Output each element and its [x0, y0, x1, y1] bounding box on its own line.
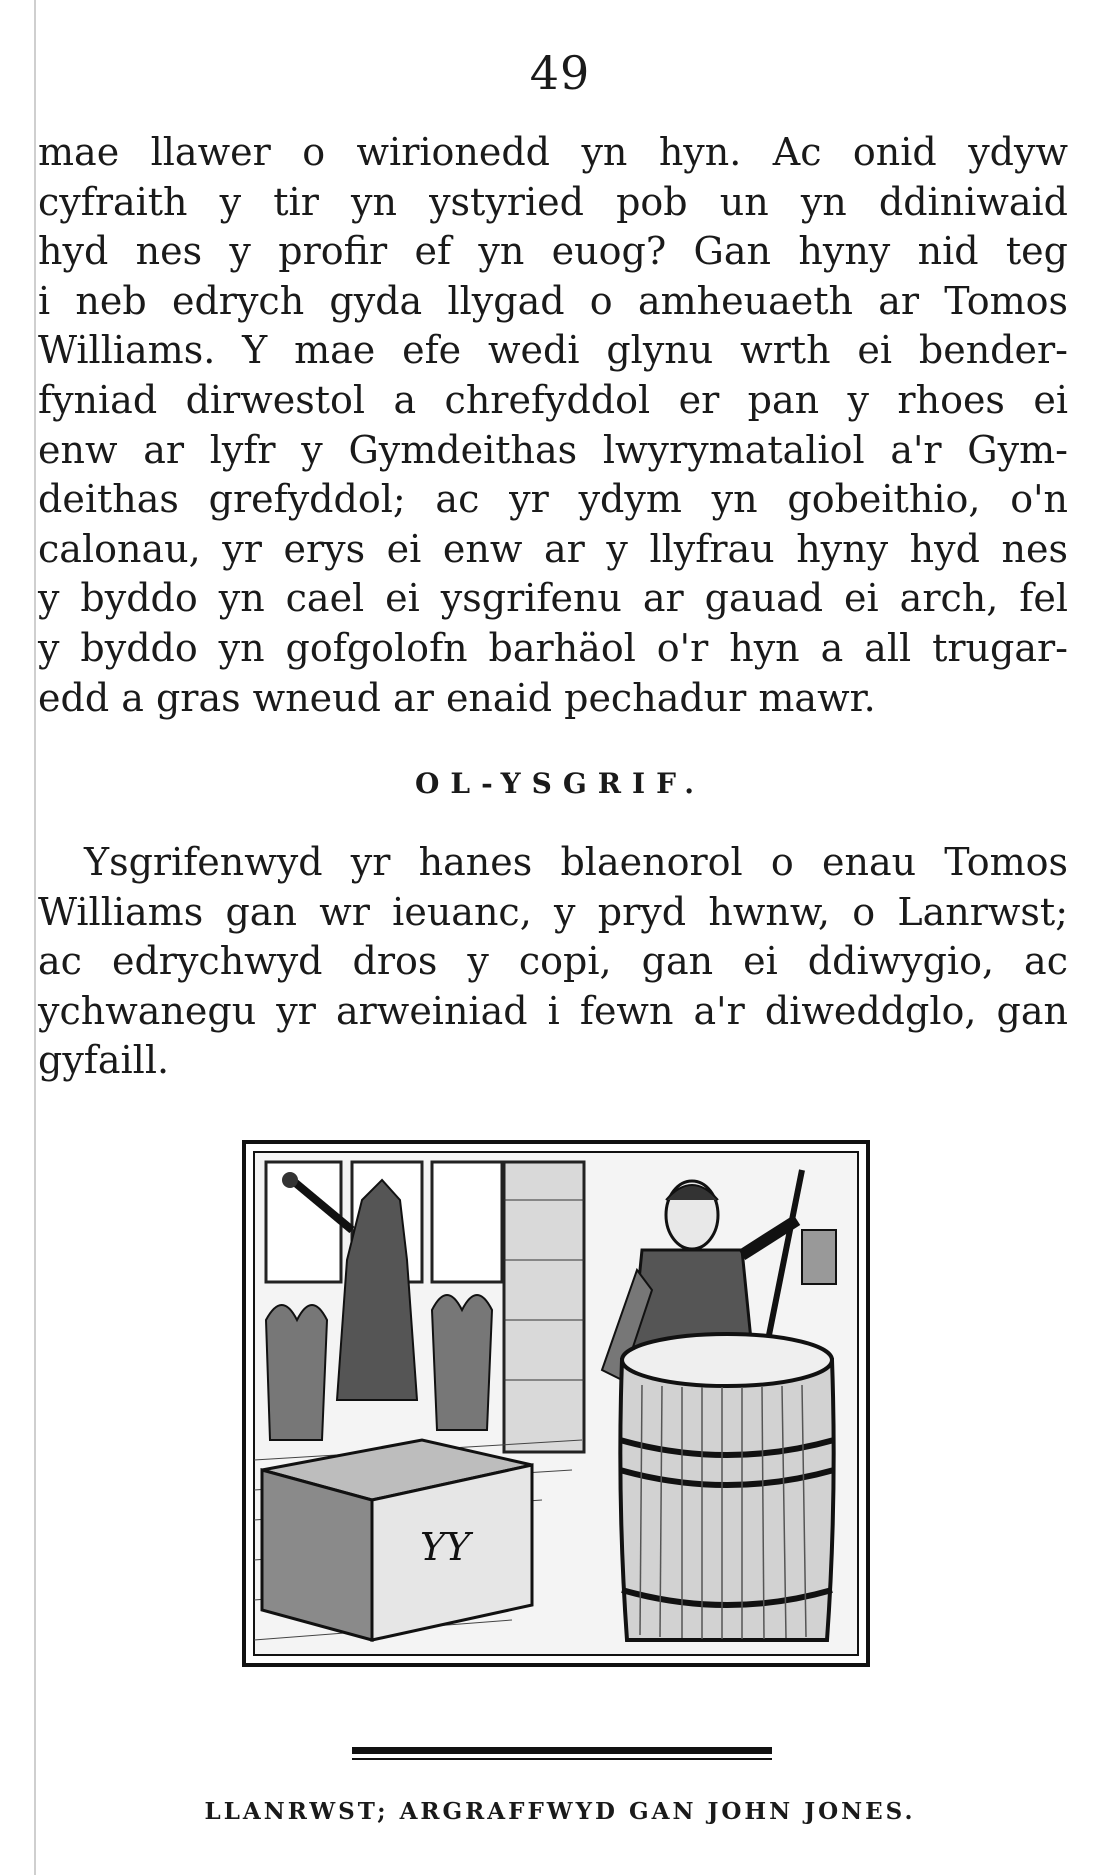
printer-imprint: LLANRWST; ARGRAFFWYD GAN JOHN JONES.	[204, 1798, 916, 1825]
text-line: ychwanegu yr arweiniad i fewn a'r diweddglo, gan	[38, 988, 1068, 1033]
text-line: i neb edrych gyda llygad o amheuaeth ar Tomos	[38, 278, 1068, 323]
page-edge	[34, 0, 36, 1875]
text-line: mae llawer o wirionedd yn hyn. Ac onid ydyw	[38, 130, 1068, 174]
text-line: edd a gras wneud ar enaid pechadur mawr.	[38, 675, 876, 720]
main-paragraph	[38, 128, 1068, 723]
text-line: enw ar lyfr y Gymdeithas lwyrymataliol a'r Gym-	[38, 427, 1068, 472]
text-line: gyfaill.	[38, 1038, 170, 1083]
text-line: ac edrychwyd dros y copi, gan ei ddiwygio, ac	[38, 939, 1068, 984]
text-line: Williams gan wr ieuanc, y pryd hwnw, o Lanrwst;	[38, 889, 1068, 934]
text-line: Ysgrifenwyd yr hanes blaenorol o enau Tomos	[84, 840, 1068, 884]
text-line: Williams. Y mae efe wedi glynu wrth ei bender-	[38, 328, 1068, 373]
text-line: fyniad dirwestol a chrefyddol er pan y rhoes ei	[38, 377, 1068, 422]
text-line: hyd nes y profir ef yn euog? Gan hyny nid teg	[38, 229, 1068, 274]
woodcut-illustration	[242, 1140, 870, 1667]
postscript-heading: OL-YSGRIF.	[415, 767, 705, 800]
text-line: cyfraith y tir yn ystyried pob un yn ddiniwaid	[38, 179, 1068, 224]
text-line: deithas grefyddol; ac yr ydym yn gobeithio, o'n	[38, 477, 1068, 522]
text-line: calonau, yr erys ei enw ar y llyfrau hyny hyd nes	[38, 526, 1068, 571]
divider-rule	[352, 1747, 772, 1754]
divider-rule-thin	[352, 1758, 772, 1760]
text-line: y byddo yn gofgolofn barhäol o'r hyn a all trugar-	[38, 625, 1068, 670]
page-number: 49	[529, 46, 591, 100]
postscript-paragraph	[38, 838, 1068, 1086]
text-line: y byddo yn cael ei ysgrifenu ar gauad ei arch, fel	[38, 576, 1068, 621]
crate-marking: YY	[420, 1525, 471, 1569]
